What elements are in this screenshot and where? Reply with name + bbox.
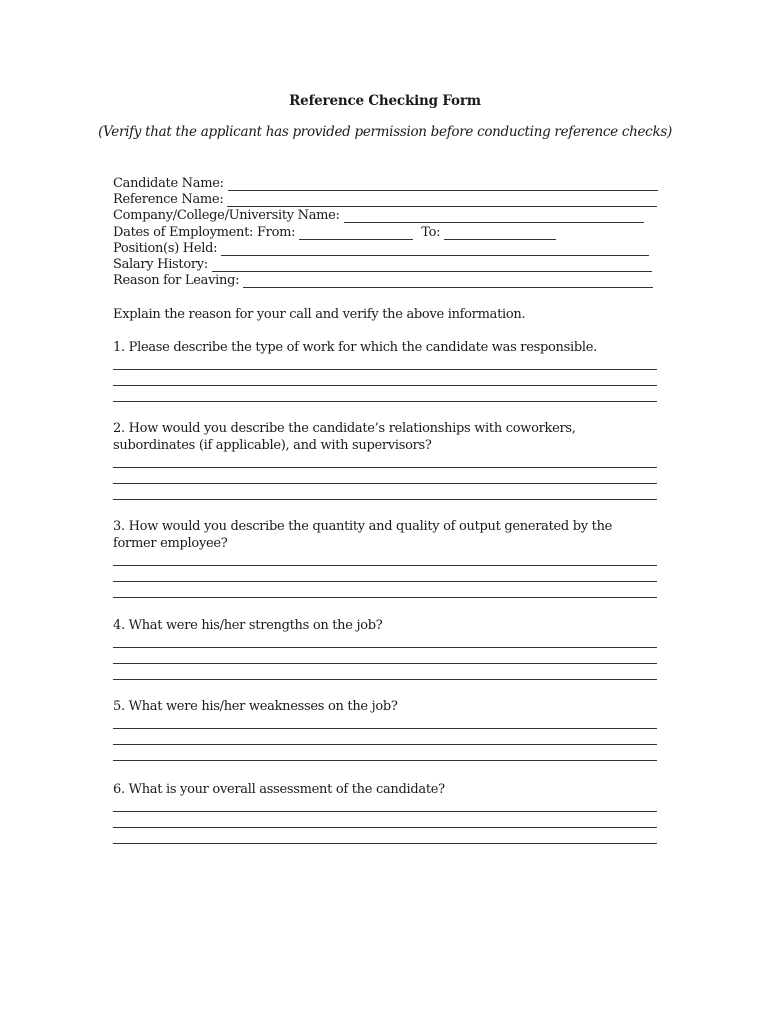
salary-label: Salary History:	[113, 257, 208, 272]
question-2: 2. How would you describe the candidate’s relationships with coworkers, subordinates (if applicable), and with supervisors?	[113, 421, 576, 453]
reference-name-field[interactable]	[227, 195, 657, 207]
form-title: Reference Checking Form	[289, 93, 481, 109]
answer-2-line-3[interactable]	[113, 499, 657, 500]
positions-field[interactable]	[221, 244, 649, 256]
answer-5-line-2[interactable]	[113, 744, 657, 745]
reference-name-label: Reference Name:	[113, 192, 224, 207]
question-1: 1. Please describe the type of work for which the candidate was responsible.	[113, 340, 597, 355]
answer-6-line-1[interactable]	[113, 811, 657, 812]
company-label: Company/College/University Name:	[113, 208, 340, 223]
answer-1-line-1[interactable]	[113, 369, 657, 370]
answer-4-line-1[interactable]	[113, 647, 657, 648]
answer-3-line-2[interactable]	[113, 581, 657, 582]
question-3: 3. How would you describe the quantity and quality of output generated by the former employee?	[113, 519, 613, 551]
answer-4-line-3[interactable]	[113, 679, 657, 680]
reason-field[interactable]	[243, 276, 653, 288]
answer-5-line-3[interactable]	[113, 760, 657, 761]
answer-5-line-1[interactable]	[113, 728, 657, 729]
positions-row	[113, 240, 649, 256]
salary-row	[113, 256, 652, 272]
instruction-text: Explain the reason for your call and verify the above information.	[113, 307, 526, 322]
salary-field[interactable]	[212, 260, 652, 272]
question-5: 5. What were his/her weaknesses on the job?	[113, 699, 398, 714]
question-4: 4. What were his/her strengths on the job?	[113, 618, 383, 633]
question-6: 6. What is your overall assessment of the candidate?	[113, 782, 445, 797]
answer-3-line-1[interactable]	[113, 565, 657, 566]
answer-6-line-2[interactable]	[113, 827, 657, 828]
answer-2-line-2[interactable]	[113, 483, 657, 484]
reason-label: Reason for Leaving:	[113, 273, 240, 288]
candidate-name-label: Candidate Name:	[113, 176, 224, 191]
candidate-name-field[interactable]	[228, 179, 658, 191]
form-subtitle: (Verify that the applicant has provided permission before conducting reference checks)	[98, 124, 672, 140]
candidate-name-row	[113, 175, 658, 191]
dates-from-field[interactable]	[299, 228, 413, 240]
company-field[interactable]	[344, 211, 644, 223]
reference-name-row	[113, 191, 657, 207]
answer-6-line-3[interactable]	[113, 843, 657, 844]
dates-to-field[interactable]	[444, 228, 556, 240]
answer-1-line-2[interactable]	[113, 385, 657, 386]
answer-2-line-1[interactable]	[113, 467, 657, 468]
dates-from-label: Dates of Employment: From:	[113, 225, 296, 240]
reason-row	[113, 272, 653, 288]
positions-label: Position(s) Held:	[113, 241, 218, 256]
dates-row	[113, 224, 556, 240]
answer-3-line-3[interactable]	[113, 597, 657, 598]
answer-4-line-2[interactable]	[113, 663, 657, 664]
answer-1-line-3[interactable]	[113, 401, 657, 402]
dates-to-label: To:	[421, 225, 441, 240]
company-row	[113, 207, 644, 223]
